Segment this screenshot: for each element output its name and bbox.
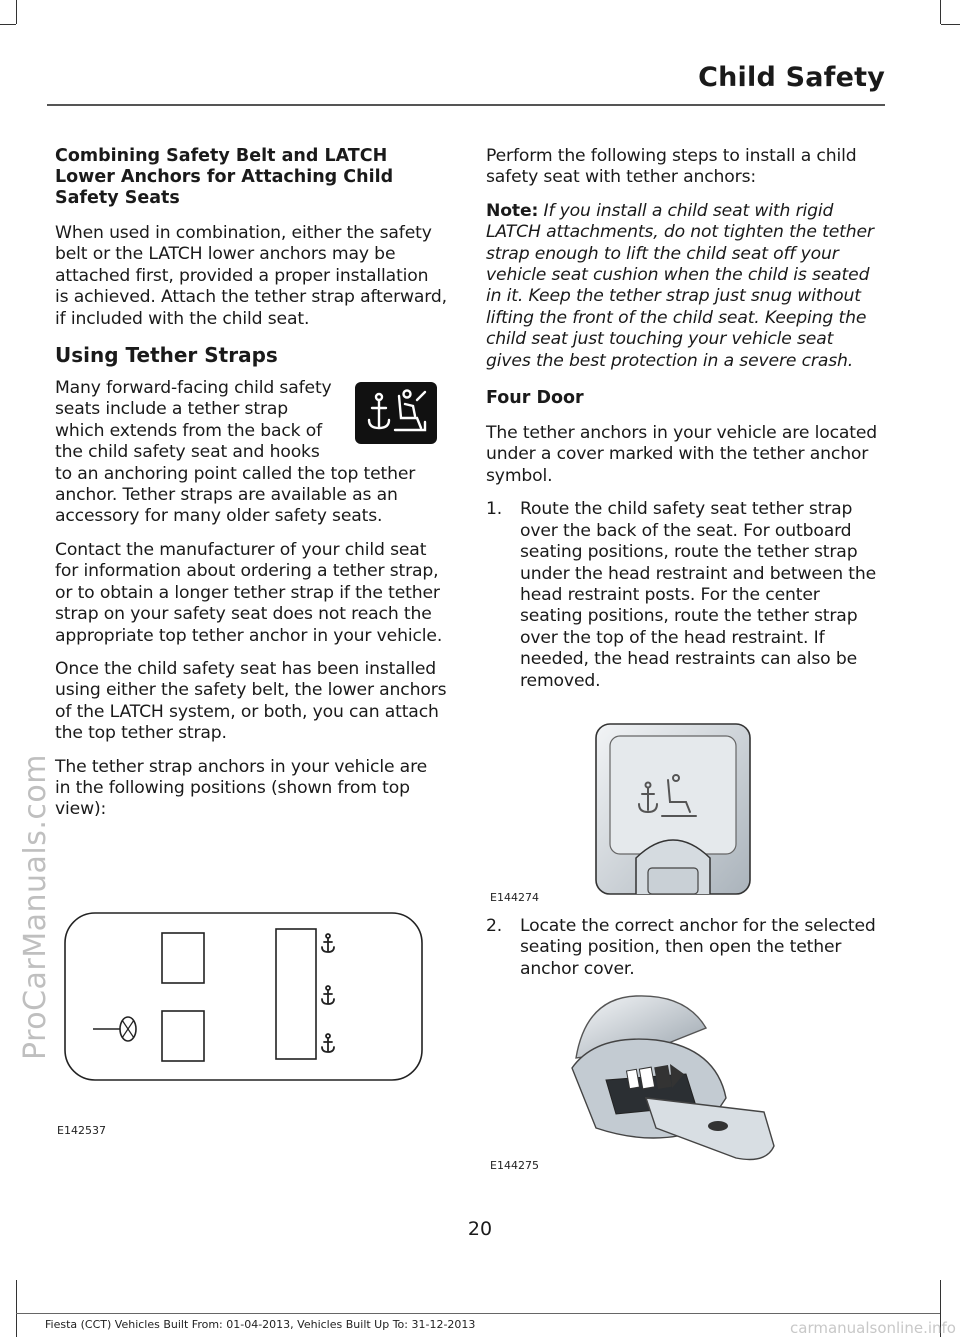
tether-anchor-warning-icon [355, 382, 437, 444]
tether-anchor-cover-figure [486, 718, 880, 903]
watermark: carmanualsonline.info [790, 1319, 956, 1337]
watermark: ProCarManuals.com [18, 753, 53, 1060]
paragraph: Perform the following steps to install a child safety seat with tether anchors: [486, 146, 857, 188]
figure-label: E142537 [57, 1124, 106, 1137]
header-divider [47, 104, 885, 106]
section-heading-four-door: Four Door [486, 388, 584, 409]
right-column [486, 146, 880, 704]
crop-mark [0, 24, 16, 25]
paragraph: The tether strap anchors in your vehicle are in the following positions (shown from top view): [55, 756, 428, 820]
paragraph: Once the child safety seat has been installed using either the safety belt, the lower anchors of the LATCH system, or both, you can attach the top tether strap. [55, 658, 447, 744]
crop-mark [941, 24, 960, 25]
step-2 [486, 916, 880, 992]
figure-label: E144274 [490, 891, 539, 904]
list-item [486, 499, 880, 692]
crop-mark [16, 0, 17, 24]
step-number: 1. [486, 499, 503, 520]
footer-text: Fiesta (CCT) Vehicles Built From: 01-04-2013, Vehicles Built Up To: 31-12-2013 [45, 1318, 476, 1331]
section-heading-tether-straps: Using Tether Straps [55, 343, 278, 368]
paragraph: Many forward-facing child safety seats include a tether strap which extends from the back of the child safety seat and hooks to an anchoring point called the top tether anchor. Tether straps are available as an accessory for many older safety seats. [55, 378, 416, 527]
open-tether-anchor-cover-figure [486, 988, 880, 1173]
tether-anchor-positions-diagram [55, 905, 447, 1145]
footer-divider [16, 1313, 940, 1314]
page-number: 20 [467, 1218, 493, 1240]
paragraph: When used in combination, either the safety belt or the LATCH lower anchors may be attached first, provided a proper installation is achieved. Attach the tether strap afterward, if included with the child seat. [55, 223, 447, 329]
page-title: Child Safety [698, 62, 885, 93]
paragraph: Contact the manufacturer of your child seat for information about ordering a tether strap, or to obtain a longer tether strap if the tether strap on your safety seat does not reach the appropriate top tether anchor in your vehicle. [55, 539, 443, 646]
crop-mark [940, 0, 941, 24]
note [486, 201, 880, 372]
crop-mark [16, 1280, 17, 1337]
section-heading-combining: Combining Safety Belt and LATCH Lower Anchors for Attaching Child Safety Seats [55, 146, 394, 208]
step-text: Locate the correct anchor for the selected seating position, then open the tether anchor cover. [520, 916, 876, 979]
note-label: Note: [486, 200, 539, 221]
left-column [55, 146, 447, 833]
figure-label: E144275 [490, 1159, 539, 1172]
step-text: Route the child safety seat tether strap over the back of the seat. For outboard seating positions, route the tether strap under the head restraint and between the head restraint posts. For the center seating positions, route the tether strap over the top of the head restraint. If needed, the head restraints can also be removed. [520, 499, 877, 691]
paragraph: The tether anchors in your vehicle are located under a cover marked with the tether anchor symbol. [486, 423, 878, 486]
step-number: 2. [486, 916, 503, 936]
note-text: If you install a child seat with rigid LATCH attachments, do not tighten the tether strap enough to lift the child seat off your vehicle seat cushion when the child is seated in it. Keep the tether strap just snug without lifting the front of the child seat. Keeping the child seat just touching your vehicle seat gives the best protection in a severe crash. [486, 200, 874, 371]
list-item [486, 916, 880, 980]
